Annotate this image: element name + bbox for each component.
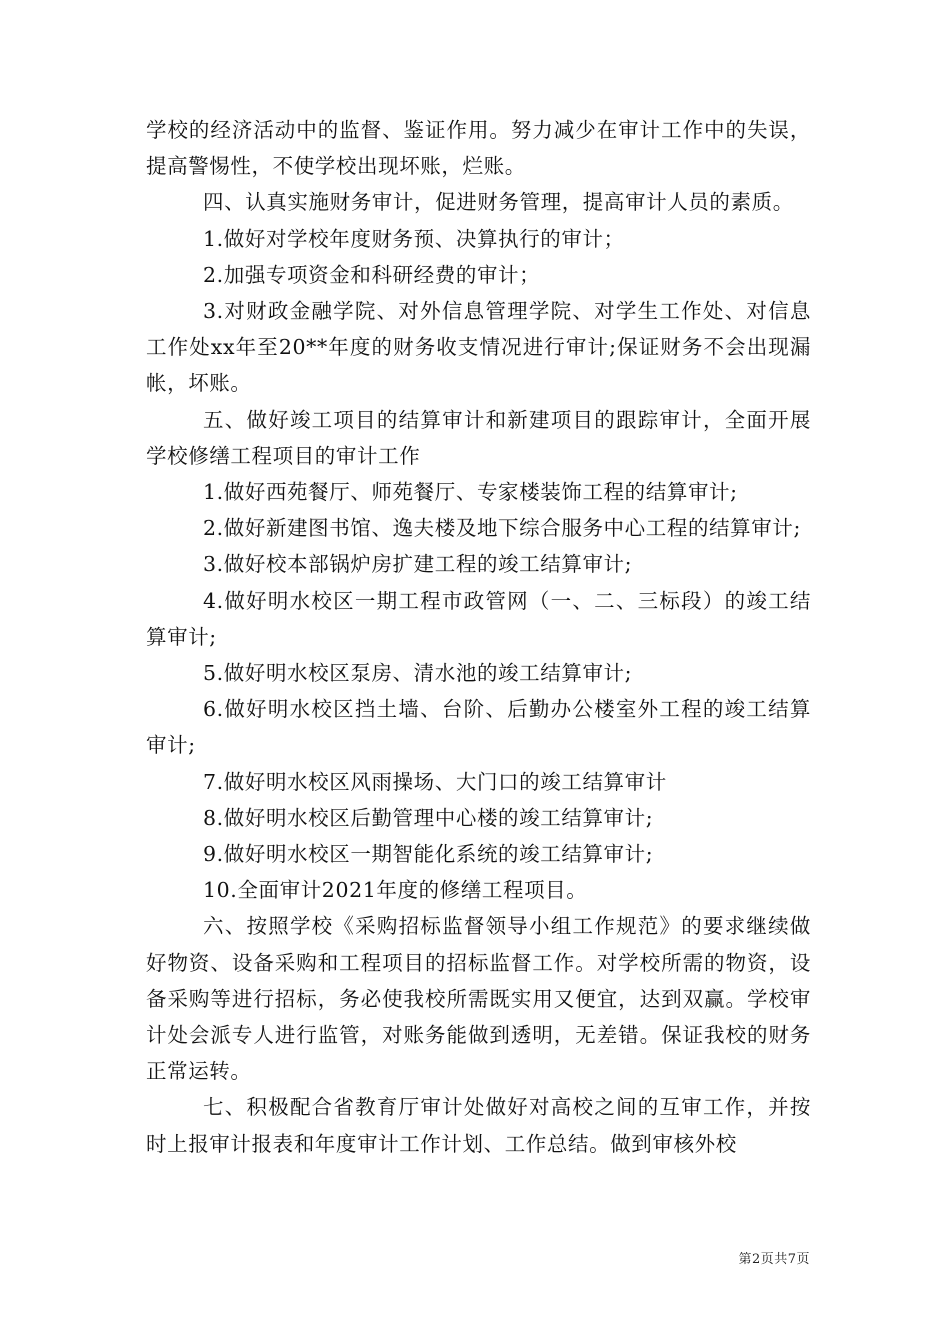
paragraph-0: 学校的经济活动中的监督、鉴证作用。努力减少在审计工作中的失误，提高警惕性，不使学校出现坏账，烂账。	[146, 118, 811, 179]
paragraph-6: 1.做好西苑餐厅、师苑餐厅、专家楼装饰工程的结算审计;	[203, 480, 738, 505]
paragraph-17: 七、积极配合省教育厅审计处做好对高校之间的互审工作，并按时上报审计报表和年度审计工作计划、工作总结。做到审核外校	[146, 1095, 811, 1156]
paragraph-10: 5.做好明水校区泵房、清水池的竣工结算审计;	[203, 661, 633, 686]
paragraph-3: 2.加强专项资金和科研经费的审计；	[203, 262, 541, 287]
paragraph-12: 7.做好明水校区风雨操场、大门口的竣工结算审计	[203, 769, 667, 794]
paragraph-16: 六、按照学校《采购招标监督领导小组工作规范》的要求继续做好物资、设备采购和工程项目的招标监督工作。对学校所需的物资，设备采购等进行招标，务必使我校所需既实用又便宜，达到双赢。学校审计处会派专人进行监管，对账务能做到透明，无差错。保证我校的财务正常运转。	[146, 914, 811, 1084]
paragraph-11: 6.做好明水校区挡土墙、台阶、后勤办公楼室外工程的竣工结算审计;	[146, 697, 811, 758]
paragraph-15: 10.全面审计2021年度的修缮工程项目。	[203, 878, 588, 903]
paragraph-14: 9.做好明水校区一期智能化系统的竣工结算审计;	[203, 842, 654, 867]
paragraph-2: 1.做好对学校年度财务预、决算执行的审计；	[203, 226, 625, 251]
paragraph-5: 五、做好竣工项目的结算审计和新建项目的跟踪审计，全面开展学校修缮工程项目的审计工作	[146, 407, 811, 468]
paragraph-13: 8.做好明水校区后勤管理中心楼的竣工结算审计;	[203, 805, 654, 830]
document-body	[146, 112, 811, 1162]
paragraph-8: 3.做好校本部锅炉房扩建工程的竣工结算审计;	[203, 552, 633, 577]
paragraph-1: 四、认真实施财务审计，促进财务管理，提高审计人员的素质。	[203, 190, 794, 215]
paragraph-7: 2.做好新建图书馆、逸夫楼及地下综合服务中心工程的结算审计;	[203, 516, 801, 541]
paragraph-9: 4.做好明水校区一期工程市政管网（一、二、三标段）的竣工结算审计;	[146, 588, 811, 649]
page-number: 第2页共7页	[738, 1252, 810, 1267]
paragraph-4: 3.对财政金融学院、对外信息管理学院、对学生工作处、对信息工作处xx年至20**年度的财务收支情况进行审计;保证财务不会出现漏帐，坏账。	[146, 299, 811, 396]
